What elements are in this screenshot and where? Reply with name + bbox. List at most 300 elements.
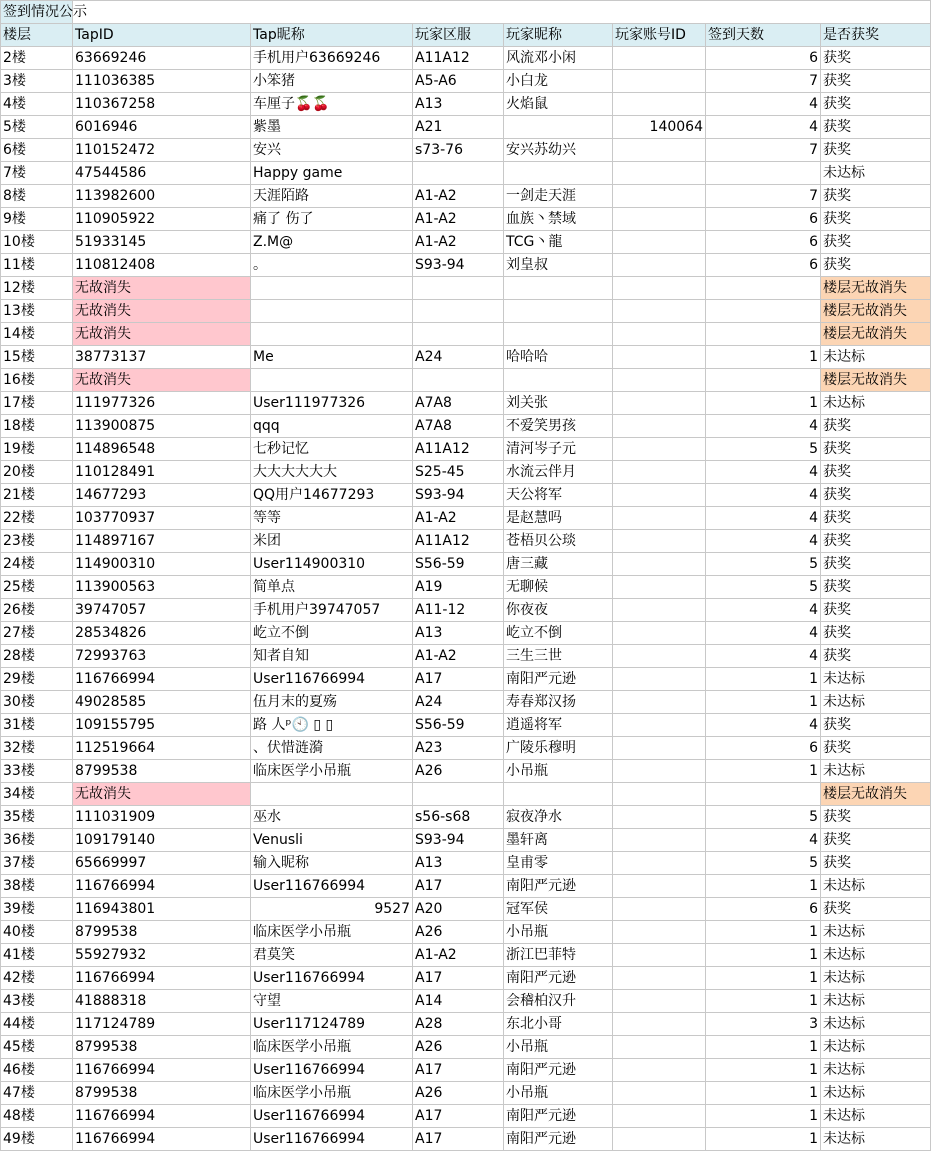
signin-days-cell[interactable]: 1 bbox=[706, 668, 821, 691]
tap-nickname-cell[interactable]: 痛了 伤了 bbox=[251, 208, 413, 231]
floor-cell[interactable]: 42楼 bbox=[1, 967, 73, 990]
tap-nickname-cell[interactable]: 天涯陌路 bbox=[251, 185, 413, 208]
col-header-award-status[interactable]: 是否获奖 bbox=[821, 24, 931, 47]
account-id-cell[interactable] bbox=[613, 967, 706, 990]
tap-nickname-cell[interactable] bbox=[251, 783, 413, 806]
tapid-cell[interactable]: 28534826 bbox=[73, 622, 251, 645]
tap-nickname-cell[interactable]: User116766994 bbox=[251, 1105, 413, 1128]
signin-days-cell[interactable]: 4 bbox=[706, 484, 821, 507]
award-status-cell[interactable]: 获奖 bbox=[821, 461, 931, 484]
col-header-server[interactable]: 玩家区服 bbox=[413, 24, 504, 47]
floor-cell[interactable]: 18楼 bbox=[1, 415, 73, 438]
award-status-cell[interactable]: 获奖 bbox=[821, 645, 931, 668]
tap-nickname-cell[interactable]: 巫水 bbox=[251, 806, 413, 829]
floor-cell[interactable]: 47楼 bbox=[1, 1082, 73, 1105]
floor-cell[interactable]: 5楼 bbox=[1, 116, 73, 139]
server-cell[interactable] bbox=[413, 369, 504, 392]
award-status-cell[interactable]: 未达标 bbox=[821, 346, 931, 369]
award-status-cell[interactable]: 未达标 bbox=[821, 1059, 931, 1082]
server-cell[interactable]: A17 bbox=[413, 668, 504, 691]
award-status-cell[interactable]: 未达标 bbox=[821, 1128, 931, 1151]
account-id-cell[interactable] bbox=[613, 369, 706, 392]
server-cell[interactable]: S93-94 bbox=[413, 484, 504, 507]
account-id-cell[interactable] bbox=[613, 714, 706, 737]
tap-nickname-cell[interactable] bbox=[251, 277, 413, 300]
floor-cell[interactable]: 15楼 bbox=[1, 346, 73, 369]
tapid-cell[interactable]: 111977326 bbox=[73, 392, 251, 415]
tapid-cell[interactable]: 8799538 bbox=[73, 1082, 251, 1105]
account-id-cell[interactable] bbox=[613, 783, 706, 806]
tap-nickname-cell[interactable]: 、伏惜涟漪 bbox=[251, 737, 413, 760]
award-status-cell[interactable]: 未达标 bbox=[821, 691, 931, 714]
floor-cell[interactable]: 32楼 bbox=[1, 737, 73, 760]
award-status-cell[interactable]: 未达标 bbox=[821, 944, 931, 967]
server-cell[interactable]: A24 bbox=[413, 691, 504, 714]
signin-days-cell[interactable]: 4 bbox=[706, 116, 821, 139]
award-status-cell[interactable]: 未达标 bbox=[821, 162, 931, 185]
player-nickname-cell[interactable] bbox=[504, 300, 613, 323]
account-id-cell[interactable] bbox=[613, 415, 706, 438]
account-id-cell[interactable] bbox=[613, 1105, 706, 1128]
tap-nickname-cell[interactable]: 路 人ᵖ🕙 ▯ ▯ bbox=[251, 714, 413, 737]
server-cell[interactable]: A1-A2 bbox=[413, 208, 504, 231]
tapid-cell[interactable]: 116766994 bbox=[73, 1105, 251, 1128]
floor-cell[interactable]: 43楼 bbox=[1, 990, 73, 1013]
floor-cell[interactable]: 35楼 bbox=[1, 806, 73, 829]
award-status-cell[interactable]: 获奖 bbox=[821, 70, 931, 93]
floor-cell[interactable]: 31楼 bbox=[1, 714, 73, 737]
server-cell[interactable]: A13 bbox=[413, 622, 504, 645]
player-nickname-cell[interactable]: 寂夜净水 bbox=[504, 806, 613, 829]
floor-cell[interactable]: 25楼 bbox=[1, 576, 73, 599]
award-status-cell[interactable]: 获奖 bbox=[821, 530, 931, 553]
signin-days-cell[interactable]: 4 bbox=[706, 507, 821, 530]
floor-cell[interactable]: 12楼 bbox=[1, 277, 73, 300]
tap-nickname-cell[interactable]: QQ用户14677293 bbox=[251, 484, 413, 507]
player-nickname-cell[interactable]: 血族丶禁域 bbox=[504, 208, 613, 231]
signin-days-cell[interactable]: 4 bbox=[706, 829, 821, 852]
account-id-cell[interactable] bbox=[613, 93, 706, 116]
award-status-cell[interactable]: 楼层无故消失 bbox=[821, 277, 931, 300]
player-nickname-cell[interactable] bbox=[504, 116, 613, 139]
floor-cell[interactable]: 49楼 bbox=[1, 1128, 73, 1151]
signin-days-cell[interactable]: 4 bbox=[706, 714, 821, 737]
tapid-cell[interactable]: 103770937 bbox=[73, 507, 251, 530]
floor-cell[interactable]: 13楼 bbox=[1, 300, 73, 323]
tap-nickname-cell[interactable]: Happy game bbox=[251, 162, 413, 185]
server-cell[interactable]: A11A12 bbox=[413, 438, 504, 461]
floor-cell[interactable]: 23楼 bbox=[1, 530, 73, 553]
player-nickname-cell[interactable]: 风流邓小闲 bbox=[504, 47, 613, 70]
server-cell[interactable]: A11-12 bbox=[413, 599, 504, 622]
tap-nickname-cell[interactable]: 七秒记忆 bbox=[251, 438, 413, 461]
award-status-cell[interactable]: 获奖 bbox=[821, 139, 931, 162]
signin-days-cell[interactable]: 1 bbox=[706, 392, 821, 415]
server-cell[interactable]: A1-A2 bbox=[413, 944, 504, 967]
player-nickname-cell[interactable]: 广陵乐穆明 bbox=[504, 737, 613, 760]
player-nickname-cell[interactable]: 南阳严元逊 bbox=[504, 967, 613, 990]
signin-days-cell[interactable] bbox=[706, 369, 821, 392]
signin-days-cell[interactable]: 1 bbox=[706, 1128, 821, 1151]
signin-days-cell[interactable]: 4 bbox=[706, 93, 821, 116]
tapid-cell[interactable]: 109155795 bbox=[73, 714, 251, 737]
floor-cell[interactable]: 33楼 bbox=[1, 760, 73, 783]
player-nickname-cell[interactable]: 是赵慧吗 bbox=[504, 507, 613, 530]
tapid-cell[interactable]: 110367258 bbox=[73, 93, 251, 116]
account-id-cell[interactable] bbox=[613, 254, 706, 277]
tap-nickname-cell[interactable]: User111977326 bbox=[251, 392, 413, 415]
server-cell[interactable]: A17 bbox=[413, 1105, 504, 1128]
floor-cell[interactable]: 44楼 bbox=[1, 1013, 73, 1036]
floor-cell[interactable]: 48楼 bbox=[1, 1105, 73, 1128]
player-nickname-cell[interactable]: 逍遥将军 bbox=[504, 714, 613, 737]
sheet-title[interactable]: 签到情况公示 bbox=[1, 1, 73, 24]
floor-cell[interactable]: 2楼 bbox=[1, 47, 73, 70]
floor-cell[interactable]: 3楼 bbox=[1, 70, 73, 93]
floor-cell[interactable]: 30楼 bbox=[1, 691, 73, 714]
account-id-cell[interactable] bbox=[613, 438, 706, 461]
signin-days-cell[interactable]: 1 bbox=[706, 1082, 821, 1105]
player-nickname-cell[interactable] bbox=[504, 783, 613, 806]
account-id-cell[interactable] bbox=[613, 1128, 706, 1151]
award-status-cell[interactable]: 未达标 bbox=[821, 1036, 931, 1059]
award-status-cell[interactable]: 获奖 bbox=[821, 484, 931, 507]
player-nickname-cell[interactable]: 刘皇叔 bbox=[504, 254, 613, 277]
tap-nickname-cell[interactable]: 大大大大大大 bbox=[251, 461, 413, 484]
floor-cell[interactable]: 19楼 bbox=[1, 438, 73, 461]
account-id-cell[interactable] bbox=[613, 277, 706, 300]
account-id-cell[interactable] bbox=[613, 231, 706, 254]
tapid-cell[interactable]: 38773137 bbox=[73, 346, 251, 369]
account-id-cell[interactable] bbox=[613, 392, 706, 415]
signin-days-cell[interactable]: 1 bbox=[706, 691, 821, 714]
server-cell[interactable] bbox=[413, 783, 504, 806]
tap-nickname-cell[interactable]: 安兴 bbox=[251, 139, 413, 162]
server-cell[interactable]: A24 bbox=[413, 346, 504, 369]
player-nickname-cell[interactable]: 天公将军 bbox=[504, 484, 613, 507]
floor-cell[interactable]: 14楼 bbox=[1, 323, 73, 346]
tapid-cell[interactable]: 无故消失 bbox=[73, 323, 251, 346]
signin-days-cell[interactable]: 1 bbox=[706, 875, 821, 898]
floor-cell[interactable]: 27楼 bbox=[1, 622, 73, 645]
floor-cell[interactable]: 37楼 bbox=[1, 852, 73, 875]
server-cell[interactable]: A1-A2 bbox=[413, 231, 504, 254]
floor-cell[interactable]: 21楼 bbox=[1, 484, 73, 507]
award-status-cell[interactable]: 获奖 bbox=[821, 93, 931, 116]
award-status-cell[interactable]: 未达标 bbox=[821, 1013, 931, 1036]
server-cell[interactable]: A11A12 bbox=[413, 47, 504, 70]
player-nickname-cell[interactable]: 小吊瓶 bbox=[504, 1036, 613, 1059]
award-status-cell[interactable]: 获奖 bbox=[821, 806, 931, 829]
floor-cell[interactable]: 22楼 bbox=[1, 507, 73, 530]
signin-days-cell[interactable]: 5 bbox=[706, 576, 821, 599]
signin-days-cell[interactable]: 1 bbox=[706, 944, 821, 967]
tap-nickname-cell[interactable]: User117124789 bbox=[251, 1013, 413, 1036]
tapid-cell[interactable]: 110905922 bbox=[73, 208, 251, 231]
account-id-cell[interactable] bbox=[613, 323, 706, 346]
server-cell[interactable] bbox=[413, 162, 504, 185]
account-id-cell[interactable] bbox=[613, 162, 706, 185]
tap-nickname-cell[interactable]: 9527 bbox=[251, 898, 413, 921]
player-nickname-cell[interactable]: TCG丶龍 bbox=[504, 231, 613, 254]
tap-nickname-cell[interactable]: 输入昵称 bbox=[251, 852, 413, 875]
account-id-cell[interactable] bbox=[613, 645, 706, 668]
server-cell[interactable]: A26 bbox=[413, 921, 504, 944]
tap-nickname-cell[interactable]: 守望 bbox=[251, 990, 413, 1013]
player-nickname-cell[interactable]: 浙江巴菲特 bbox=[504, 944, 613, 967]
col-header-account-id[interactable]: 玩家账号ID bbox=[613, 24, 706, 47]
account-id-cell[interactable] bbox=[613, 576, 706, 599]
tapid-cell[interactable]: 110128491 bbox=[73, 461, 251, 484]
signin-days-cell[interactable]: 3 bbox=[706, 1013, 821, 1036]
award-status-cell[interactable]: 未达标 bbox=[821, 990, 931, 1013]
player-nickname-cell[interactable]: 寿春郑汉扬 bbox=[504, 691, 613, 714]
tap-nickname-cell[interactable]: Z.M@ bbox=[251, 231, 413, 254]
tap-nickname-cell[interactable] bbox=[251, 300, 413, 323]
award-status-cell[interactable]: 获奖 bbox=[821, 208, 931, 231]
tap-nickname-cell[interactable]: User114900310 bbox=[251, 553, 413, 576]
tapid-cell[interactable]: 8799538 bbox=[73, 1036, 251, 1059]
player-nickname-cell[interactable] bbox=[504, 323, 613, 346]
account-id-cell[interactable] bbox=[613, 668, 706, 691]
signin-days-cell[interactable]: 7 bbox=[706, 139, 821, 162]
tapid-cell[interactable]: 41888318 bbox=[73, 990, 251, 1013]
tapid-cell[interactable]: 114896548 bbox=[73, 438, 251, 461]
tapid-cell[interactable]: 47544586 bbox=[73, 162, 251, 185]
tapid-cell[interactable]: 111036385 bbox=[73, 70, 251, 93]
tapid-cell[interactable]: 无故消失 bbox=[73, 783, 251, 806]
tap-nickname-cell[interactable]: 临床医学小吊瓶 bbox=[251, 760, 413, 783]
floor-cell[interactable]: 45楼 bbox=[1, 1036, 73, 1059]
server-cell[interactable]: s56-s68 bbox=[413, 806, 504, 829]
tapid-cell[interactable]: 6016946 bbox=[73, 116, 251, 139]
floor-cell[interactable]: 20楼 bbox=[1, 461, 73, 484]
award-status-cell[interactable]: 未达标 bbox=[821, 668, 931, 691]
signin-days-cell[interactable]: 4 bbox=[706, 461, 821, 484]
tapid-cell[interactable]: 113900875 bbox=[73, 415, 251, 438]
player-nickname-cell[interactable]: 南阳严元逊 bbox=[504, 1059, 613, 1082]
server-cell[interactable]: A7A8 bbox=[413, 415, 504, 438]
player-nickname-cell[interactable]: 皇甫零 bbox=[504, 852, 613, 875]
award-status-cell[interactable]: 获奖 bbox=[821, 415, 931, 438]
tap-nickname-cell[interactable]: User116766994 bbox=[251, 668, 413, 691]
award-status-cell[interactable]: 未达标 bbox=[821, 392, 931, 415]
tapid-cell[interactable]: 112519664 bbox=[73, 737, 251, 760]
tap-nickname-cell[interactable]: 临床医学小吊瓶 bbox=[251, 1036, 413, 1059]
signin-days-cell[interactable]: 4 bbox=[706, 415, 821, 438]
tapid-cell[interactable]: 39747057 bbox=[73, 599, 251, 622]
account-id-cell[interactable] bbox=[613, 921, 706, 944]
player-nickname-cell[interactable]: 哈哈哈 bbox=[504, 346, 613, 369]
award-status-cell[interactable]: 楼层无故消失 bbox=[821, 300, 931, 323]
tapid-cell[interactable]: 116766994 bbox=[73, 967, 251, 990]
tap-nickname-cell[interactable]: User116766994 bbox=[251, 875, 413, 898]
tapid-cell[interactable]: 116766994 bbox=[73, 1059, 251, 1082]
floor-cell[interactable]: 8楼 bbox=[1, 185, 73, 208]
account-id-cell[interactable] bbox=[613, 484, 706, 507]
server-cell[interactable]: A19 bbox=[413, 576, 504, 599]
server-cell[interactable]: A28 bbox=[413, 1013, 504, 1036]
tapid-cell[interactable]: 116943801 bbox=[73, 898, 251, 921]
account-id-cell[interactable] bbox=[613, 829, 706, 852]
server-cell[interactable]: A11A12 bbox=[413, 530, 504, 553]
account-id-cell[interactable] bbox=[613, 852, 706, 875]
tapid-cell[interactable]: 114900310 bbox=[73, 553, 251, 576]
account-id-cell[interactable] bbox=[613, 944, 706, 967]
signin-days-cell[interactable]: 4 bbox=[706, 599, 821, 622]
award-status-cell[interactable]: 未达标 bbox=[821, 921, 931, 944]
player-nickname-cell[interactable]: 小吊瓶 bbox=[504, 921, 613, 944]
server-cell[interactable]: A26 bbox=[413, 760, 504, 783]
floor-cell[interactable]: 29楼 bbox=[1, 668, 73, 691]
tapid-cell[interactable]: 8799538 bbox=[73, 921, 251, 944]
signin-days-cell[interactable]: 7 bbox=[706, 70, 821, 93]
server-cell[interactable]: A17 bbox=[413, 875, 504, 898]
player-nickname-cell[interactable]: 小吊瓶 bbox=[504, 1082, 613, 1105]
signin-days-cell[interactable]: 6 bbox=[706, 737, 821, 760]
server-cell[interactable]: s73-76 bbox=[413, 139, 504, 162]
player-nickname-cell[interactable]: 南阳严元逊 bbox=[504, 1105, 613, 1128]
tap-nickname-cell[interactable] bbox=[251, 369, 413, 392]
award-status-cell[interactable]: 获奖 bbox=[821, 553, 931, 576]
award-status-cell[interactable]: 未达标 bbox=[821, 760, 931, 783]
tap-nickname-cell[interactable]: qqq bbox=[251, 415, 413, 438]
signin-days-cell[interactable]: 5 bbox=[706, 852, 821, 875]
floor-cell[interactable]: 36楼 bbox=[1, 829, 73, 852]
account-id-cell[interactable] bbox=[613, 1082, 706, 1105]
server-cell[interactable]: S93-94 bbox=[413, 829, 504, 852]
account-id-cell[interactable] bbox=[613, 737, 706, 760]
col-header-floor[interactable]: 楼层 bbox=[1, 24, 73, 47]
player-nickname-cell[interactable]: 三生三世 bbox=[504, 645, 613, 668]
signin-days-cell[interactable] bbox=[706, 277, 821, 300]
player-nickname-cell[interactable]: 小白龙 bbox=[504, 70, 613, 93]
account-id-cell[interactable]: 140064 bbox=[613, 116, 706, 139]
tap-nickname-cell[interactable]: 手机用户63669246 bbox=[251, 47, 413, 70]
award-status-cell[interactable]: 未达标 bbox=[821, 1105, 931, 1128]
tap-nickname-cell[interactable]: User116766994 bbox=[251, 1059, 413, 1082]
signin-days-cell[interactable] bbox=[706, 323, 821, 346]
server-cell[interactable]: A21 bbox=[413, 116, 504, 139]
player-nickname-cell[interactable]: 一剑走天涯 bbox=[504, 185, 613, 208]
tapid-cell[interactable]: 51933145 bbox=[73, 231, 251, 254]
account-id-cell[interactable] bbox=[613, 622, 706, 645]
award-status-cell[interactable]: 获奖 bbox=[821, 231, 931, 254]
account-id-cell[interactable] bbox=[613, 875, 706, 898]
award-status-cell[interactable]: 获奖 bbox=[821, 185, 931, 208]
signin-days-cell[interactable]: 1 bbox=[706, 760, 821, 783]
server-cell[interactable]: A7A8 bbox=[413, 392, 504, 415]
signin-days-cell[interactable]: 7 bbox=[706, 185, 821, 208]
server-cell[interactable]: A1-A2 bbox=[413, 507, 504, 530]
tap-nickname-cell[interactable] bbox=[251, 323, 413, 346]
award-status-cell[interactable]: 获奖 bbox=[821, 116, 931, 139]
server-cell[interactable]: A20 bbox=[413, 898, 504, 921]
account-id-cell[interactable] bbox=[613, 530, 706, 553]
tap-nickname-cell[interactable]: 伍月末的夏殇 bbox=[251, 691, 413, 714]
account-id-cell[interactable] bbox=[613, 461, 706, 484]
signin-days-cell[interactable] bbox=[706, 783, 821, 806]
floor-cell[interactable]: 28楼 bbox=[1, 645, 73, 668]
server-cell[interactable]: A17 bbox=[413, 1059, 504, 1082]
tapid-cell[interactable]: 114897167 bbox=[73, 530, 251, 553]
award-status-cell[interactable]: 未达标 bbox=[821, 1082, 931, 1105]
tapid-cell[interactable]: 无故消失 bbox=[73, 300, 251, 323]
tapid-cell[interactable]: 109179140 bbox=[73, 829, 251, 852]
signin-days-cell[interactable]: 6 bbox=[706, 898, 821, 921]
tapid-cell[interactable]: 116766994 bbox=[73, 668, 251, 691]
tap-nickname-cell[interactable]: 临床医学小吊瓶 bbox=[251, 1082, 413, 1105]
signin-days-cell[interactable]: 1 bbox=[706, 346, 821, 369]
tapid-cell[interactable]: 113982600 bbox=[73, 185, 251, 208]
account-id-cell[interactable] bbox=[613, 185, 706, 208]
signin-days-cell[interactable]: 5 bbox=[706, 806, 821, 829]
player-nickname-cell[interactable]: 水流云伴月 bbox=[504, 461, 613, 484]
floor-cell[interactable]: 11楼 bbox=[1, 254, 73, 277]
award-status-cell[interactable]: 获奖 bbox=[821, 737, 931, 760]
floor-cell[interactable]: 46楼 bbox=[1, 1059, 73, 1082]
tap-nickname-cell[interactable]: Me bbox=[251, 346, 413, 369]
tap-nickname-cell[interactable]: 等等 bbox=[251, 507, 413, 530]
server-cell[interactable]: A1-A2 bbox=[413, 185, 504, 208]
account-id-cell[interactable] bbox=[613, 1013, 706, 1036]
award-status-cell[interactable]: 获奖 bbox=[821, 714, 931, 737]
floor-cell[interactable]: 41楼 bbox=[1, 944, 73, 967]
tapid-cell[interactable]: 49028585 bbox=[73, 691, 251, 714]
account-id-cell[interactable] bbox=[613, 553, 706, 576]
floor-cell[interactable]: 34楼 bbox=[1, 783, 73, 806]
col-header-signin-days[interactable]: 签到天数 bbox=[706, 24, 821, 47]
tapid-cell[interactable]: 8799538 bbox=[73, 760, 251, 783]
award-status-cell[interactable]: 获奖 bbox=[821, 47, 931, 70]
tap-nickname-cell[interactable]: 手机用户39747057 bbox=[251, 599, 413, 622]
player-nickname-cell[interactable]: 东北小哥 bbox=[504, 1013, 613, 1036]
floor-cell[interactable]: 4楼 bbox=[1, 93, 73, 116]
server-cell[interactable]: A13 bbox=[413, 852, 504, 875]
award-status-cell[interactable]: 获奖 bbox=[821, 852, 931, 875]
tapid-cell[interactable]: 116766994 bbox=[73, 875, 251, 898]
player-nickname-cell[interactable] bbox=[504, 162, 613, 185]
floor-cell[interactable]: 26楼 bbox=[1, 599, 73, 622]
player-nickname-cell[interactable]: 屹立不倒 bbox=[504, 622, 613, 645]
server-cell[interactable] bbox=[413, 300, 504, 323]
player-nickname-cell[interactable]: 刘关张 bbox=[504, 392, 613, 415]
server-cell[interactable] bbox=[413, 323, 504, 346]
account-id-cell[interactable] bbox=[613, 47, 706, 70]
tap-nickname-cell[interactable]: User116766994 bbox=[251, 967, 413, 990]
floor-cell[interactable]: 10楼 bbox=[1, 231, 73, 254]
signin-days-cell[interactable]: 1 bbox=[706, 1105, 821, 1128]
account-id-cell[interactable] bbox=[613, 139, 706, 162]
award-status-cell[interactable]: 获奖 bbox=[821, 829, 931, 852]
floor-cell[interactable]: 17楼 bbox=[1, 392, 73, 415]
tapid-cell[interactable]: 14677293 bbox=[73, 484, 251, 507]
signin-days-cell[interactable]: 6 bbox=[706, 254, 821, 277]
tapid-cell[interactable]: 无故消失 bbox=[73, 369, 251, 392]
player-nickname-cell[interactable]: 不爱笑男孩 bbox=[504, 415, 613, 438]
tap-nickname-cell[interactable]: 简单点 bbox=[251, 576, 413, 599]
tapid-cell[interactable]: 无故消失 bbox=[73, 277, 251, 300]
signin-days-cell[interactable]: 4 bbox=[706, 622, 821, 645]
tapid-cell[interactable]: 65669997 bbox=[73, 852, 251, 875]
award-status-cell[interactable]: 未达标 bbox=[821, 875, 931, 898]
tapid-cell[interactable]: 72993763 bbox=[73, 645, 251, 668]
tap-nickname-cell[interactable]: 君莫笑 bbox=[251, 944, 413, 967]
account-id-cell[interactable] bbox=[613, 1036, 706, 1059]
tapid-cell[interactable]: 116766994 bbox=[73, 1128, 251, 1151]
award-status-cell[interactable]: 获奖 bbox=[821, 622, 931, 645]
account-id-cell[interactable] bbox=[613, 691, 706, 714]
